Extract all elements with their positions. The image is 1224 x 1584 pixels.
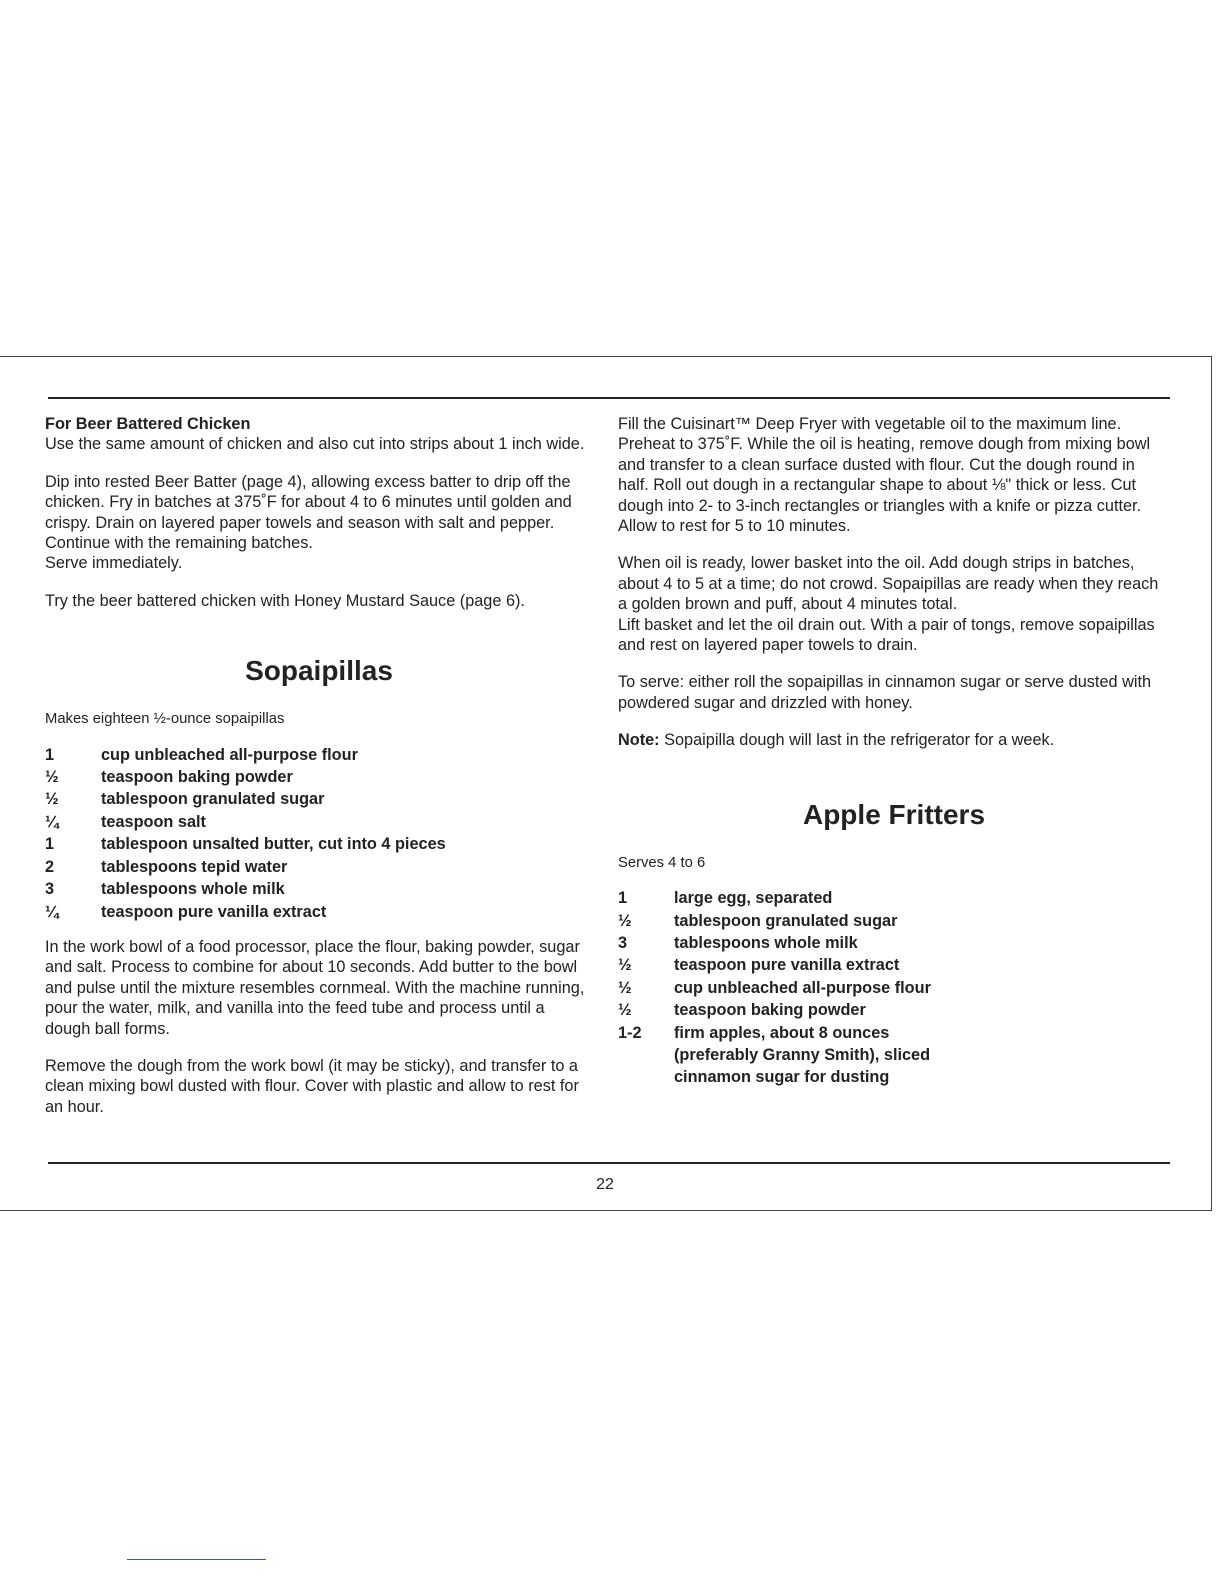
sopaipillas-step-3: Fill the Cuisinart™ Deep Fryer with vegetable oil to the maximum line. Preheat to 375˚F. While the oil is heating, remove dough from mixing bowl and transfer to a clean surface dusted with flour. Cut the dough round in half. Roll out dough in a rectangular shape to about ⅛" thick or less. Cut dough into 2- to 3-inch rectangles or triangles with a knife or pizza cutter. Allow to rest for 5 to 10 minutes. xyxy=(618,415,1151,536)
bottom-rule xyxy=(48,1162,1170,1164)
ingredient-name: firm apples, about 8 ounces xyxy=(674,1023,890,1042)
ingredient-name: cup unbleached all-purpose flour xyxy=(101,745,358,764)
ingredient-quantity: 3 xyxy=(45,880,55,899)
apple-fritters-ingredient xyxy=(618,1044,1170,1066)
right-column xyxy=(618,414,1170,1089)
ingredient-name: (preferably Granny Smith), sliced xyxy=(674,1045,931,1064)
note-label: Note: xyxy=(618,731,660,750)
ingredient-name: teaspoon pure vanilla extract xyxy=(674,956,900,975)
beer-chicken-heading: For Beer Battered Chicken xyxy=(45,415,251,433)
ingredient-quantity: ¼ xyxy=(45,812,59,831)
beer-chicken-serve-text: Serve immediately. xyxy=(45,554,183,573)
sopaipillas-serve: To serve: either roll the sopaipillas in cinnamon sugar or serve dusted with powdered sugar and drizzled with honey. xyxy=(618,673,1152,712)
ingredient-quantity: ½ xyxy=(618,956,632,975)
apple-fritters-ingredient xyxy=(618,910,1170,932)
apple-fritters-yield: Serves 4 to 6 xyxy=(618,854,706,871)
sopaipillas-ingredient xyxy=(45,901,593,923)
beer-chicken-intro: Use the same amount of chicken and also cut into strips about 1 inch wide. xyxy=(45,435,585,454)
sopaipillas-step-2: Remove the dough from the work bowl (it may be sticky), and transfer to a clean mixing bowl dusted with flour. Cover with plastic and allow to rest for an hour. xyxy=(45,1056,579,1116)
sopaipillas-ingredient-list xyxy=(45,744,593,923)
ingredient-quantity: 1 xyxy=(45,745,55,764)
ingredient-name: tablespoons whole milk xyxy=(674,933,858,952)
page-number: 22 xyxy=(596,1176,614,1193)
apple-fritters-ingredient xyxy=(618,932,1170,954)
apple-fritters-ingredient xyxy=(618,977,1170,999)
left-column xyxy=(45,414,593,1134)
ingredient-name: tablespoon unsalted butter, cut into 4 pieces xyxy=(101,835,446,854)
ingredient-quantity xyxy=(618,1044,674,1066)
sopaipillas-step-1: In the work bowl of a food processor, place the flour, baking powder, sugar and salt. Process to combine for about 10 seconds. Add butter to the bowl and pulse until the mixture resembles cornmeal. With the machine running, pour the water, milk, and vanilla into the feed tube and process until a dough ball forms. xyxy=(45,937,585,1038)
ingredient-name: tablespoons whole milk xyxy=(101,880,285,899)
ingredient-name: tablespoons tepid water xyxy=(101,857,288,876)
sopaipillas-ingredient xyxy=(45,878,593,900)
sopaipillas-step-4b: Lift basket and let the oil drain out. With a pair of tongs, remove sopaipillas and rest on layered paper towels to drain. xyxy=(618,615,1155,655)
apple-fritters-ingredient-list xyxy=(618,887,1170,1089)
ingredient-quantity: 1-2 xyxy=(618,1023,642,1042)
ingredient-quantity: 3 xyxy=(618,933,628,952)
note-text: Sopaipilla dough will last in the refrigerator for a week. xyxy=(664,731,1055,750)
apple-fritters-ingredient xyxy=(618,887,1170,909)
ingredient-name: tablespoon granulated sugar xyxy=(101,790,325,809)
apple-fritters-ingredient xyxy=(618,954,1170,976)
sopaipillas-step-4-block xyxy=(618,553,1170,655)
ingredient-name: teaspoon salt xyxy=(101,812,206,831)
ingredient-quantity: ½ xyxy=(618,911,632,930)
beer-chicken-suggestion: Try the beer battered chicken with Honey Mustard Sauce (page 6). xyxy=(45,591,525,610)
sopaipillas-ingredient xyxy=(45,766,593,788)
sopaipillas-ingredient xyxy=(45,833,593,855)
sopaipillas-ingredient xyxy=(45,811,593,833)
ingredient-quantity: 2 xyxy=(45,857,55,876)
ingredient-name: tablespoon granulated sugar xyxy=(674,911,898,930)
apple-fritters-title: Apple Fritters xyxy=(802,798,986,830)
sopaipillas-ingredient xyxy=(45,788,593,810)
apple-fritters-ingredient xyxy=(618,1066,1170,1088)
ingredient-quantity: 1 xyxy=(618,889,628,908)
sopaipillas-ingredient xyxy=(45,744,593,766)
ingredient-name: teaspoon baking powder xyxy=(674,1001,866,1020)
footer-link-underline xyxy=(127,1559,266,1560)
ingredient-name: cup unbleached all-purpose flour xyxy=(674,978,931,997)
ingredient-name: teaspoon baking powder xyxy=(101,768,293,787)
sopaipillas-step-4: When oil is ready, lower basket into the oil. Add dough strips in batches, about 4 to 5 at a time; do not crowd. Sopaipillas are ready when they reach a golden brown and puff, about 4 minutes total. xyxy=(618,554,1159,614)
sopaipillas-ingredient xyxy=(45,856,593,878)
sopaipillas-yield: Makes eighteen ½-ounce sopaipillas xyxy=(45,711,285,728)
top-rule xyxy=(48,397,1170,399)
ingredient-quantity: ¼ xyxy=(45,902,59,921)
ingredient-quantity: 1 xyxy=(45,835,55,854)
ingredient-quantity: ½ xyxy=(618,1001,632,1020)
apple-fritters-ingredient xyxy=(618,1022,1170,1044)
apple-fritters-ingredient xyxy=(618,999,1170,1021)
ingredient-quantity: ½ xyxy=(618,978,632,997)
sopaipillas-note xyxy=(618,730,1170,750)
sopaipillas-title: Sopaipillas xyxy=(245,655,393,687)
beer-chicken-instructions xyxy=(45,472,593,574)
ingredient-quantity xyxy=(618,1066,674,1088)
beer-chicken-frying-text: Dip into rested Beer Batter (page 4), allowing excess batter to drip off the chicken. Fry in batches at 375˚F for about 4 to 6 minutes until golden and crispy. Drain on layered paper towels and season with salt and pepper. Continue with the remaining batches. xyxy=(45,472,572,553)
ingredient-quantity: ½ xyxy=(45,790,59,809)
ingredient-name: teaspoon pure vanilla extract xyxy=(101,902,327,921)
ingredient-name: large egg, separated xyxy=(674,889,833,908)
ingredient-name: cinnamon sugar for dusting xyxy=(674,1068,890,1087)
ingredient-quantity: ½ xyxy=(45,768,59,787)
